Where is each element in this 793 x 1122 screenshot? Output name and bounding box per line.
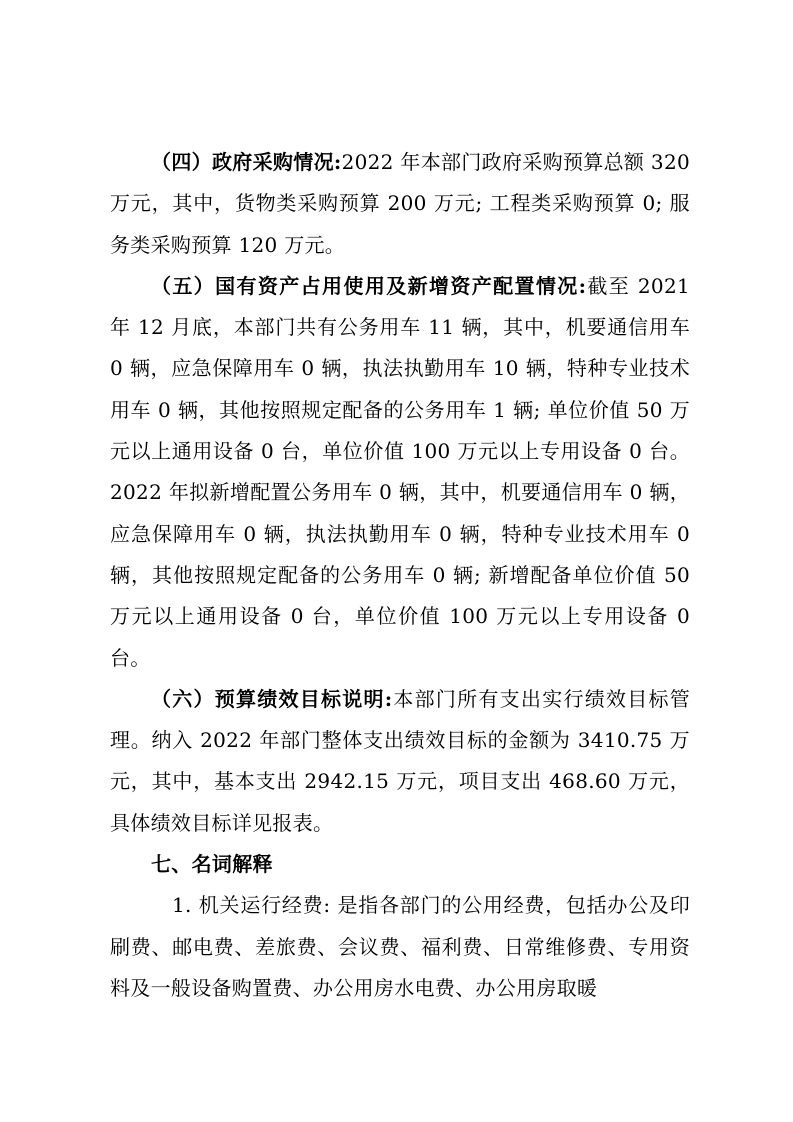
document-body bbox=[110, 142, 690, 1009]
paragraph-lead: （五）国有资产占用使用及新增资产配置情况: bbox=[151, 273, 587, 298]
paragraph-lead: （四）政府采购情况: bbox=[151, 150, 342, 174]
glossary-item-operating-expenses: 1. 机关运行经费: 是指各部门的公用经费，包括办公及印刷费、邮电费、差旅费、会议费、福利费、日常维修费、专用资料及一般设备购置费、办公用房水电费、办公用房取暖 bbox=[110, 893, 690, 1000]
paragraph-text: 本部门所有支出实行绩效目标管理。纳入 2022 年部门整体支出绩效目标的金额为 3410.75 万元，其中，基本支出 2942.15 万元，项目支出 468.60 万元，具体绩效目标详见报表。 bbox=[110, 686, 691, 835]
paragraph-state-assets bbox=[110, 266, 690, 679]
section-heading-glossary: 七、名词解释 bbox=[151, 852, 273, 877]
paragraph-text: 截至 2021 年 12 月底，本部门共有公务用车 11 辆，其中，机要通信用车 0 辆，应急保障用车 0 辆，执法执勤用车 10 辆，特种专业技术用车 0 辆，其他按照规定配备的公务用车 1 辆; 单位价值 50 万元以上通用设备 0 台，单位价值 100 万元以上专用设备 0 台。2022 年拟新增配置公务用车 0 辆，其中，机要通信用车 0 辆，应急保障用车 0 辆，执法执勤用车 0 辆，特种专业技术用车 0 辆，其他按照规定配备的公务用车 0 辆; 新增配备单位价值 50 万元以上通用设备 0 台，单位价值 100 万元以上专用设备 0 台。 bbox=[110, 273, 690, 670]
paragraph-government-procurement bbox=[110, 142, 690, 266]
paragraph-text: 2022 年本部门政府采购预算总额 320 万元，其中，货物类采购预算 200 万元; 工程类采购预算 0; 服务类采购预算 120 万元。 bbox=[110, 150, 690, 257]
paragraph-lead: （六）预算绩效目标说明: bbox=[151, 686, 393, 711]
paragraph-performance-goals bbox=[110, 679, 690, 844]
